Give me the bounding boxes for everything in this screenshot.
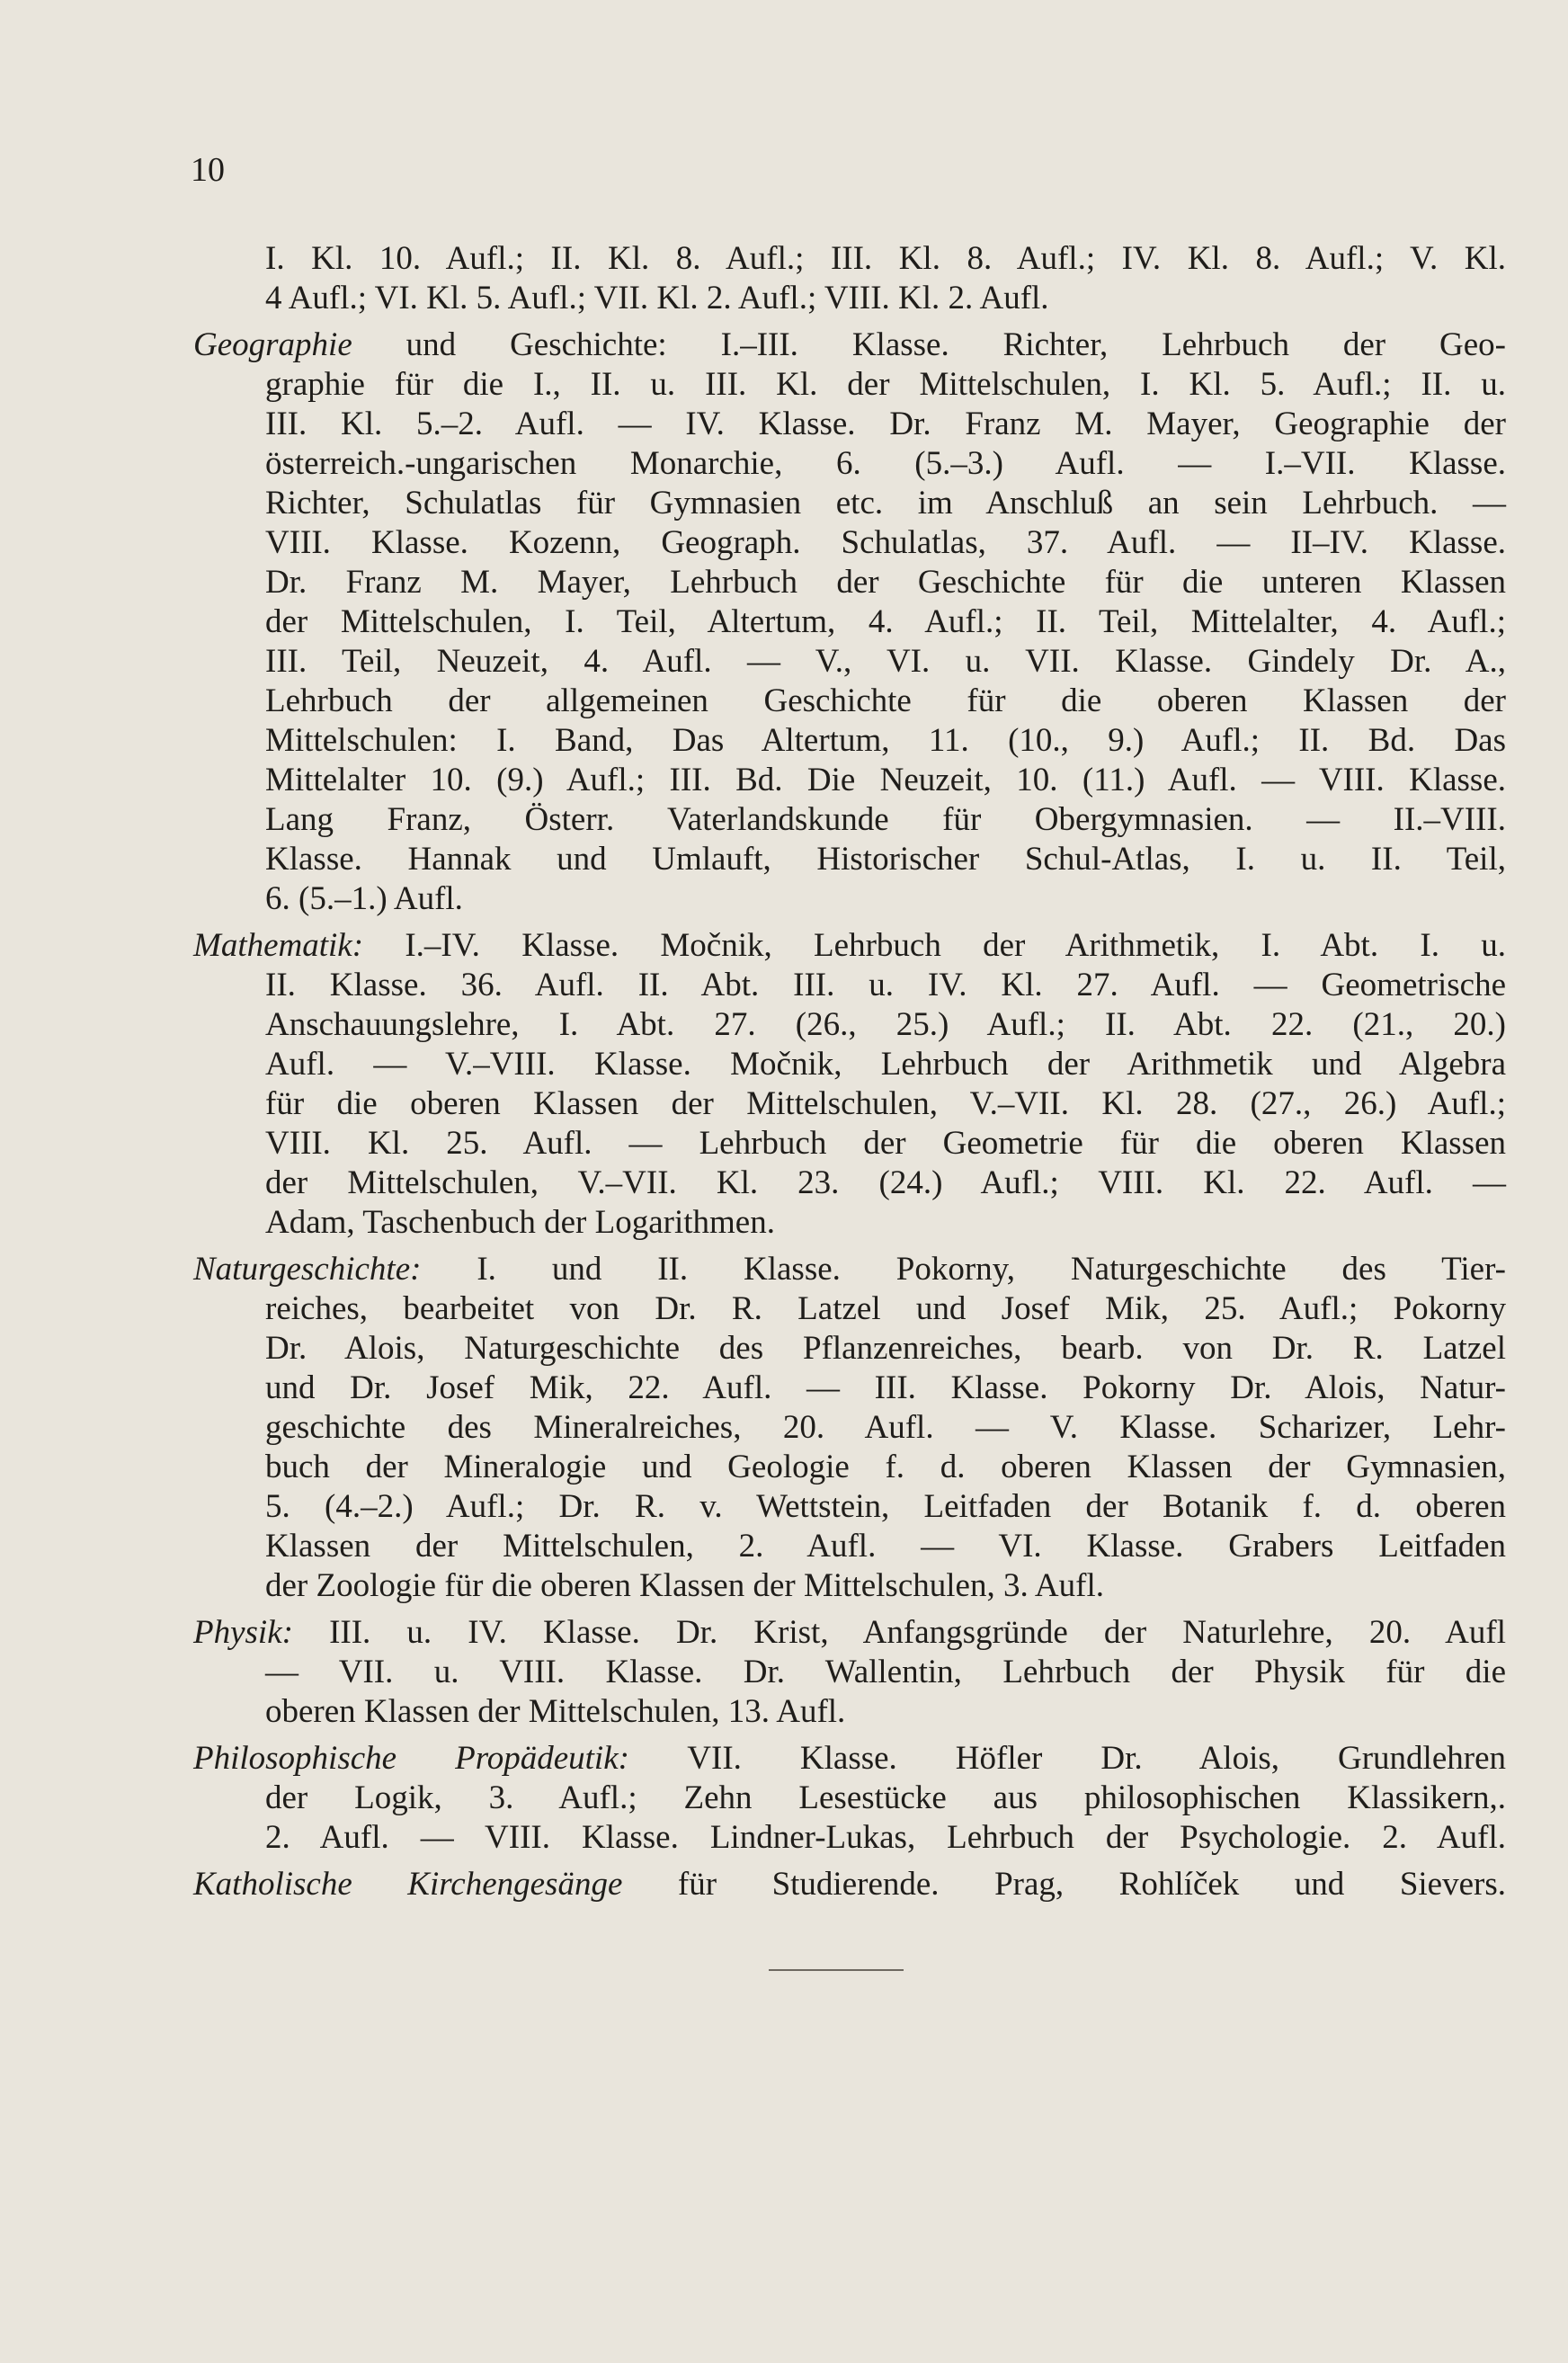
subject-heading: Katholische Kirchengesänge [193,1866,623,1903]
line-text: I.–IV. Klasse. Močnik, Lehrbuch der Arithmetik, I. Abt. I. u. [363,927,1506,964]
line-text: Lang Franz, Österr. Vaterlandskunde für Obergymnasien. — II.–VIII. [265,801,1506,838]
line-text: 4 Aufl.; VI. Kl. 5. Aufl.; VII. Kl. 2. Aufl.; VIII. Kl. 2. Aufl. [265,280,1049,317]
text-line [265,1818,1506,1858]
line-text: Aufl. — V.–VIII. Klasse. Močnik, Lehrbuch der Arithmetik und Algebra [265,1046,1506,1083]
text-line [193,1865,1506,1904]
line-text: Mittelalter 10. (9.) Aufl.; III. Bd. Die Neuzeit, 10. (11.) Aufl. — VIII. Klasse. [265,762,1506,798]
subject-heading: Geographie [193,326,352,363]
text-line [265,602,1506,642]
text-line [265,1124,1506,1164]
text-line [265,365,1506,405]
line-text: VII. Klasse. Höfler Dr. Alois, Grundlehren [628,1740,1507,1777]
text-line [265,1779,1506,1818]
line-text: der Logik, 3. Aufl.; Zehn Lesestücke aus philosophischen Klassikern,. [265,1779,1506,1816]
line-text: III. Kl. 5.–2. Aufl. — IV. Klasse. Dr. Franz M. Mayer, Geographie der [265,406,1506,442]
subject-heading: Philosophische Propädeutik: [193,1740,629,1777]
text-line [265,484,1506,523]
subject-heading: Physik: [193,1614,293,1651]
section-divider [769,1969,904,1971]
line-text: II. Klasse. 36. Aufl. II. Abt. III. u. IV. Kl. 27. Aufl. — Geometrische [265,967,1506,1003]
line-text: oberen Klassen der Mittelschulen, 13. Aufl. [265,1693,846,1730]
text-line [265,1692,1074,1732]
line-text: der Mittelschulen, I. Teil, Altertum, 4. Aufl.; II. Teil, Mittelalter, 4. Aufl.; [265,603,1506,640]
line-text: Klassen der Mittelschulen, 2. Aufl. — VI. Klasse. Grabers Leitfaden [265,1528,1506,1565]
line-text: III. u. IV. Klasse. Dr. Krist, Anfangsgründe der Naturlehre, 20. Aufl [292,1614,1506,1651]
text-line [265,1164,1506,1203]
line-text: graphie für die I., II. u. III. Kl. der Mittelschulen, I. Kl. 5. Aufl.; II. u. [265,366,1506,403]
text-line [265,642,1506,682]
line-text: Adam, Taschenbuch der Logarithmen. [265,1204,775,1241]
line-text: österreich.-ungarischen Monarchie, 6. (5.–3.) Aufl. — I.–VII. Klasse. [265,445,1506,482]
text-line [265,523,1506,563]
text-line [265,879,526,919]
text-line [265,1527,1506,1566]
text-line [265,966,1506,1005]
line-text: reiches, bearbeitet von Dr. R. Latzel und Josef Mik, 25. Aufl.; Pokorny [265,1290,1506,1327]
text-line [265,1653,1506,1692]
text-line [265,239,1506,279]
text-line [265,405,1506,444]
line-text: 2. Aufl. — VIII. Klasse. Lindner-Lukas, Lehrbuch der Psychologie. 2. Aufl. [265,1819,1506,1856]
line-text: I. und II. Klasse. Pokorny, Naturgeschichte des Tier- [421,1251,1506,1288]
text-line [265,1566,1407,1606]
text-line [265,800,1506,840]
line-text: Lehrbuch der allgemeinen Geschichte für die oberen Klassen der [265,682,1506,719]
line-text: für die oberen Klassen der Mittelschulen, V.–VII. Kl. 28. (27., 26.) Aufl.; [265,1085,1506,1122]
text-line [193,325,1506,365]
text-line [265,1369,1506,1408]
text-line [265,761,1506,800]
text-line [265,1045,1506,1084]
line-text: und Geschichte: I.–III. Klasse. Richter, Lehrbuch der Geo- [352,326,1506,363]
line-text: geschichte des Mineralreiches, 20. Aufl. — V. Klasse. Scharizer, Lehr- [265,1409,1506,1446]
text-line [265,840,1506,879]
text-line [265,1448,1506,1487]
text-line [193,926,1506,966]
line-text: für Studierende. Prag, Rohlíček und Sievers. [622,1866,1506,1903]
line-text: III. Teil, Neuzeit, 4. Aufl. — V., VI. u. VII. Klasse. Gindely Dr. A., [265,643,1506,680]
text-line [265,1005,1506,1045]
line-text: Klasse. Hannak und Umlauft, Historischer Schul-Atlas, I. u. II. Teil, [265,841,1506,878]
line-text: Dr. Alois, Naturgeschichte des Pflanzenreiches, bearb. von Dr. R. Latzel [265,1330,1506,1367]
text-line [265,444,1506,484]
line-text: Dr. Franz M. Mayer, Lehrbuch der Geschichte für die unteren Klassen [265,564,1506,601]
text-line [265,1203,895,1243]
text-line [265,682,1506,721]
text-line [265,279,1295,318]
line-text: Mittelschulen: I. Band, Das Altertum, 11. (10., 9.) Aufl.; II. Bd. Das [265,722,1506,759]
line-text: VIII. Klasse. Kozenn, Geograph. Schulatlas, 37. Aufl. — II–IV. Klasse. [265,524,1506,561]
line-text: Richter, Schulatlas für Gymnasien etc. im Anschluß an sein Lehrbuch. — [265,485,1506,522]
page-number: 10 [191,151,225,189]
line-text: 5. (4.–2.) Aufl.; Dr. R. v. Wettstein, Leitfaden der Botanik f. d. oberen [265,1488,1506,1525]
line-text: der Zoologie für die oberen Klassen der Mittelschulen, 3. Aufl. [265,1567,1104,1604]
text-line [265,721,1506,761]
text-line [265,1487,1506,1527]
subject-heading: Naturgeschichte: [193,1251,422,1288]
text-line [265,1084,1506,1124]
line-text: und Dr. Josef Mik, 22. Aufl. — III. Klasse. Pokorny Dr. Alois, Natur- [265,1369,1506,1406]
line-text: buch der Mineralogie und Geologie f. d. oberen Klassen der Gymnasien, [265,1449,1506,1485]
text-line [265,563,1506,602]
text-line [265,1329,1506,1369]
line-text: der Mittelschulen, V.–VII. Kl. 23. (24.) Aufl.; VIII. Kl. 22. Aufl. — [265,1164,1506,1201]
line-text: I. Kl. 10. Aufl.; II. Kl. 8. Aufl.; III. Kl. 8. Aufl.; IV. Kl. 8. Aufl.; V. Kl. [265,240,1506,277]
text-line [193,1613,1506,1653]
text-line [265,1289,1506,1329]
subject-heading: Mathematik: [193,927,364,964]
line-text: — VII. u. VIII. Klasse. Dr. Wallentin, Lehrbuch der Physik für die [265,1654,1506,1690]
text-line [193,1250,1506,1289]
text-line [193,1739,1506,1779]
line-text: VIII. Kl. 25. Aufl. — Lehrbuch der Geometrie für die oberen Klassen [265,1125,1506,1162]
line-text: Anschauungslehre, I. Abt. 27. (26., 25.) Aufl.; II. Abt. 22. (21., 20.) [265,1006,1506,1043]
line-text: 6. (5.–1.) Aufl. [265,880,463,917]
text-line [265,1408,1506,1448]
